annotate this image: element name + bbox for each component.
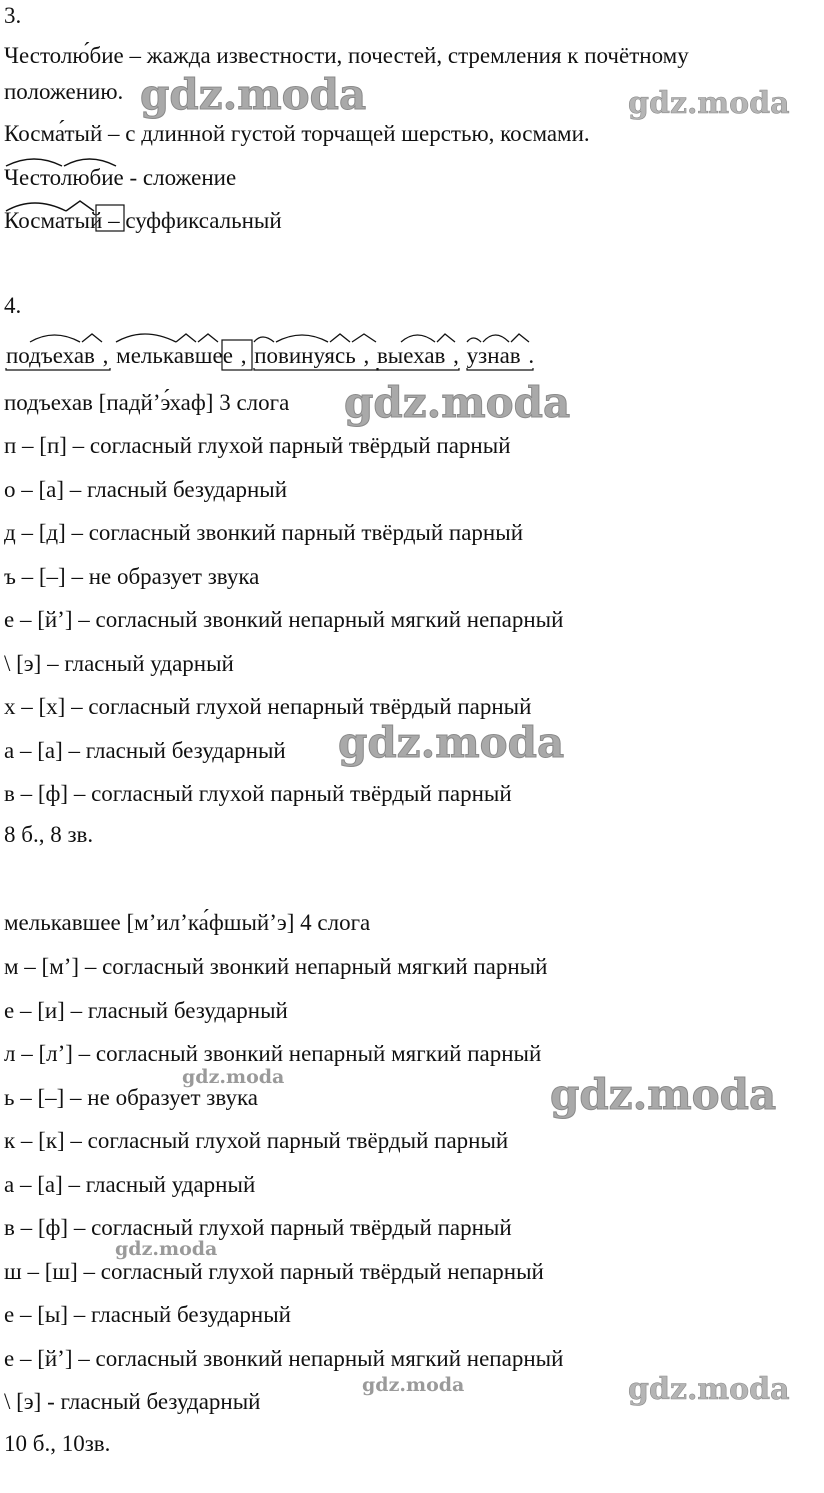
morphemic-words-line — [4, 342, 534, 370]
morph-word-uznav — [465, 342, 523, 370]
word-text: повинуясь — [254, 343, 356, 368]
morph-word-podekhav — [4, 342, 97, 370]
analysed-word-chestolyubie — [4, 164, 124, 192]
phonetic-podekhav-row: д – [д] – согласный звонкий парный твёрдый парный — [4, 520, 524, 545]
word-text: мелькавшее — [116, 343, 233, 368]
word-formation-1 — [4, 164, 236, 192]
phonetic-melkavshee-row: м – [м’] – согласный звонкий непарный мягкий парный — [4, 954, 548, 979]
phonetic-melkavshee-row: к – [к] – согласный глухой парный твёрдый парный — [4, 1128, 509, 1153]
watermark: gdz.moda — [338, 718, 565, 767]
analysis-header-melkavshee: мелькавшее [м’ил’ка́фшый’э] 4 слога — [4, 910, 371, 935]
morpheme-marks-icon — [252, 330, 382, 376]
task4-number: 4. — [4, 293, 22, 318]
phonetic-podekhav-row: х – [х] – согласный глухой непарный твёрдый парный — [4, 694, 532, 719]
morph-word-vyekhav — [375, 342, 447, 370]
phonetic-podekhav-row: \ [э] – гласный ударный — [4, 650, 234, 676]
separator: , — [96, 343, 115, 368]
phonetic-melkavshee-row: \ [э] - гласный безударный — [4, 1389, 261, 1414]
watermark: gdz.moda — [628, 1372, 790, 1407]
morpheme-marks-icon — [375, 330, 465, 376]
analysis-header-podekhav: подъехав [падй’э́хаф] 3 слога — [4, 390, 290, 415]
phonetic-podekhav-row: п – [п] – согласный глухой парный твёрдый парный — [4, 433, 511, 458]
phonetic-melkavshee-row: е – [и] – гласный безударный — [4, 997, 288, 1023]
morpheme-marks-icon — [114, 330, 254, 376]
word-formation-2 — [4, 207, 282, 235]
formation-method: - сложение — [129, 165, 237, 190]
phonetic-melkavshee-row: а – [а] – гласный ударный — [4, 1171, 256, 1197]
phonetic-melkavshee-row: ш – [ш] – согласный глухой парный твёрдый непарный — [4, 1258, 544, 1284]
formation-method: – суффиксальный — [108, 208, 282, 233]
phonetic-podekhav-row: о – [а] – гласный безударный — [4, 476, 288, 502]
separator: , — [447, 343, 465, 368]
definition-chestolyubie: Честолю́бие – жажда известности, почестей, стремления к почётному — [4, 43, 689, 68]
phonetic-podekhav-row: а – [а] – гласный безударный — [4, 737, 286, 763]
phonetic-melkavshee-row: е – [й’] – согласный звонкий непарный мягкий непарный — [4, 1345, 564, 1371]
watermark: gdz.moda — [115, 1238, 218, 1260]
morph-word-povinuyas — [252, 342, 358, 370]
phonetic-melkavshee-row: л – [л’] – согласный звонкий непарный мягкий парный — [4, 1041, 542, 1066]
suffix-mark-icon — [4, 197, 129, 233]
phonetic-podekhav-row: ъ – [–] – не образует звука — [4, 563, 260, 589]
word-text: выехав — [376, 343, 446, 368]
word-text: подъехав — [6, 343, 95, 368]
period: . — [522, 343, 535, 368]
watermark: gdz.moda — [140, 70, 367, 119]
watermark: gdz.moda — [362, 1374, 465, 1396]
morpheme-marks-icon — [465, 330, 537, 376]
root-arcs-icon — [4, 154, 144, 168]
phonetic-melkavshee-row: е – [ы] – гласный безударный — [4, 1302, 291, 1327]
word-text: Косматый — [4, 208, 103, 233]
phonetic-podekhav-row: в – [ф] – согласный глухой парный твёрдый парный — [4, 781, 512, 806]
definition-chestolyubie-cont: положению. — [4, 79, 124, 104]
analysis-total-podekhav: 8 б., 8 зв. — [4, 822, 94, 847]
watermark: gdz.moda — [344, 378, 571, 427]
phonetic-podekhav-row: е – [й’] – согласный звонкий непарный мягкий непарный — [4, 607, 564, 632]
morph-word-melkavshee — [114, 342, 235, 370]
analysed-word-kosmatyi — [4, 207, 102, 235]
separator: , — [234, 343, 253, 368]
watermark: gdz.moda — [182, 1066, 285, 1088]
phonetic-melkavshee-row: в – [ф] – согласный глухой парный твёрдый парный — [4, 1215, 512, 1240]
watermark: gdz.moda — [550, 1070, 777, 1119]
watermark: gdz.moda — [628, 86, 790, 121]
analysis-total-melkavshee: 10 б., 10зв. — [4, 1431, 111, 1456]
task3-number: 3. — [4, 3, 22, 28]
phonetic-melkavshee-row: ь – [–] – не образует звука — [4, 1084, 258, 1110]
word-text: Честолюбие — [4, 165, 124, 190]
definition-kosmatyi: Косма́тый – с длинной густой торчащей шерстью, космами. — [4, 121, 590, 146]
separator: , — [357, 343, 375, 368]
morpheme-marks-icon — [4, 330, 114, 376]
word-text: узнав — [466, 343, 521, 368]
